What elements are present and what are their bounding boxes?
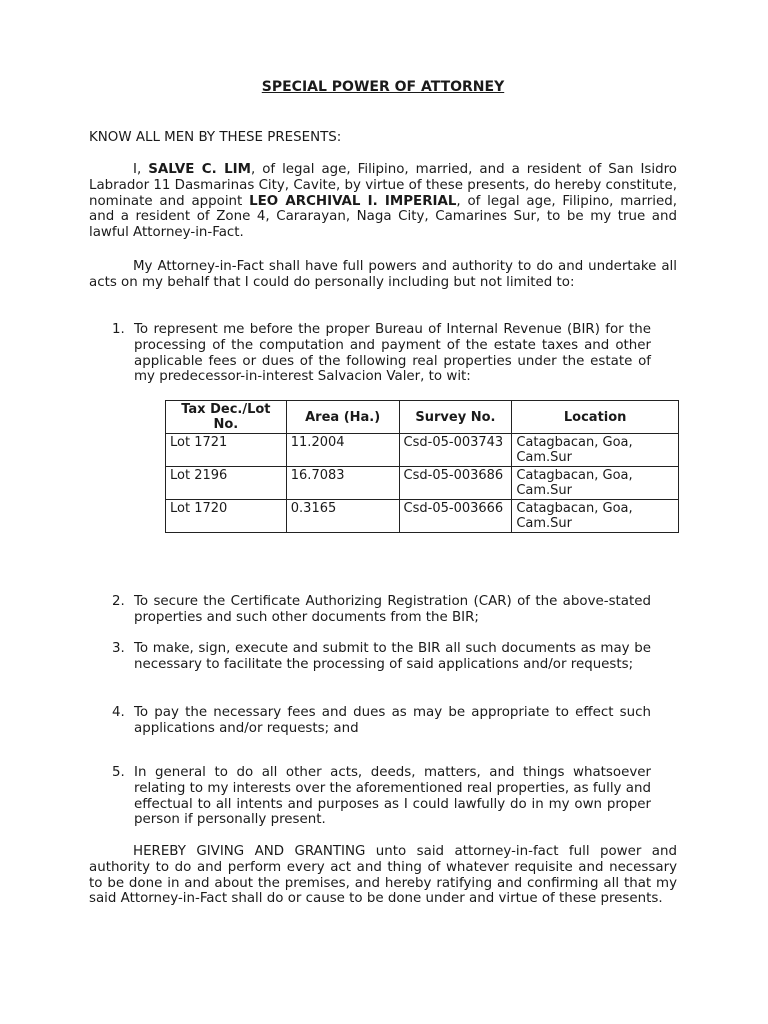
cell-survey: Csd-05-003743 (399, 434, 512, 467)
preamble-heading: KNOW ALL MEN BY THESE PRESENTS: (89, 130, 342, 145)
attorney-name: LEO ARCHIVAL I. IMPERIAL (249, 193, 457, 209)
principal-name: SALVE C. LIM (148, 162, 251, 177)
list-item (112, 641, 651, 673)
column-header-area: Area (Ha.) (286, 401, 399, 434)
list-number: 4. (112, 705, 125, 720)
list-text: In general to do all other acts, deeds, matters, and things whatsoever relating to my interests over the aforementioned real properties, as fully and effectual to all intents and purposes as I could lawfully do in my own proper person if personally present. (134, 765, 651, 828)
list-item (112, 705, 651, 737)
list-text: To pay the necessary fees and dues as may be appropriate to effect such applications and/or requests; and (134, 705, 651, 736)
table-row (166, 434, 679, 467)
list-number: 3. (112, 641, 125, 656)
cell-survey: Csd-05-003666 (399, 500, 512, 533)
list-text: To represent me before the proper Bureau of Internal Revenue (BIR) for the processing of the computation and payment of the estate taxes and other applicable fees or dues of the following real properties under the estate of my predecessor-in-interest Salvacion Valer, to wit: (134, 322, 651, 385)
list-text: To make, sign, execute and submit to the BIR all such documents as may be necessary to facilitate the processing of said applications and/or requests; (134, 641, 651, 672)
closing-paragraph (89, 844, 677, 907)
closing-text: HEREBY GIVING AND GRANTING unto said attorney-in-fact full power and authority to do and perform every act and thing of whatever requisite and necessary to be done in and about the premises, and hereby ratifying and confirming all that my said Attorney-in-Fact shall do or cause to be done under and virtue of these presents. (89, 844, 677, 907)
table-row (166, 500, 679, 533)
list-text: To secure the Certificate Authorizing Registration (CAR) of the above-stated properties and such other documents from the BIR; (134, 594, 651, 625)
column-header-survey: Survey No. (399, 401, 512, 434)
document-title: SPECIAL POWER OF ATTORNEY (261, 79, 505, 95)
cell-lot: Lot 2196 (166, 467, 287, 500)
intro-text-3: , of legal age, Filipino, married, and a resident of Zone 4, Cararayan, Naga City, Camarines Sur, to be my true and lawful Attorney-in-Fact. (89, 193, 677, 241)
list-item (112, 594, 651, 626)
cell-area: 11.2004 (286, 434, 399, 467)
list-number: 1. (112, 322, 125, 337)
table-header-row (166, 401, 679, 434)
intro-text-1: I, (133, 162, 149, 177)
list-item (112, 765, 651, 828)
properties-table (165, 400, 679, 533)
cell-lot: Lot 1720 (166, 500, 287, 533)
cell-location: Catagbacan, Goa, Cam.Sur (512, 500, 679, 533)
column-header-tax-dec: Tax Dec./Lot No. (166, 401, 287, 434)
cell-lot: Lot 1721 (166, 434, 287, 467)
list-number: 5. (112, 765, 125, 780)
table-row (166, 467, 679, 500)
cell-area: 16.7083 (286, 467, 399, 500)
intro-text-2: , of legal age, Filipino, married, and a resident of San Isidro Labrador 11 Dasmarinas City, Cavite, by virtue of these presents, do hereby constitute, nominate and appoint (89, 162, 677, 209)
cell-area: 0.3165 (286, 500, 399, 533)
cell-location: Catagbacan, Goa, Cam.Sur (512, 434, 679, 467)
intro-paragraph (89, 162, 677, 241)
cell-survey: Csd-05-003686 (399, 467, 512, 500)
powers-intro-text: My Attorney-in-Fact shall have full powers and authority to do and undertake all acts on my behalf that I could do personally including but not limited to: (89, 259, 677, 290)
list-item (112, 322, 651, 385)
list-number: 2. (112, 594, 125, 609)
column-header-location: Location (512, 401, 679, 434)
cell-location: Catagbacan, Goa, Cam.Sur (512, 467, 679, 500)
powers-intro-paragraph (89, 259, 677, 291)
